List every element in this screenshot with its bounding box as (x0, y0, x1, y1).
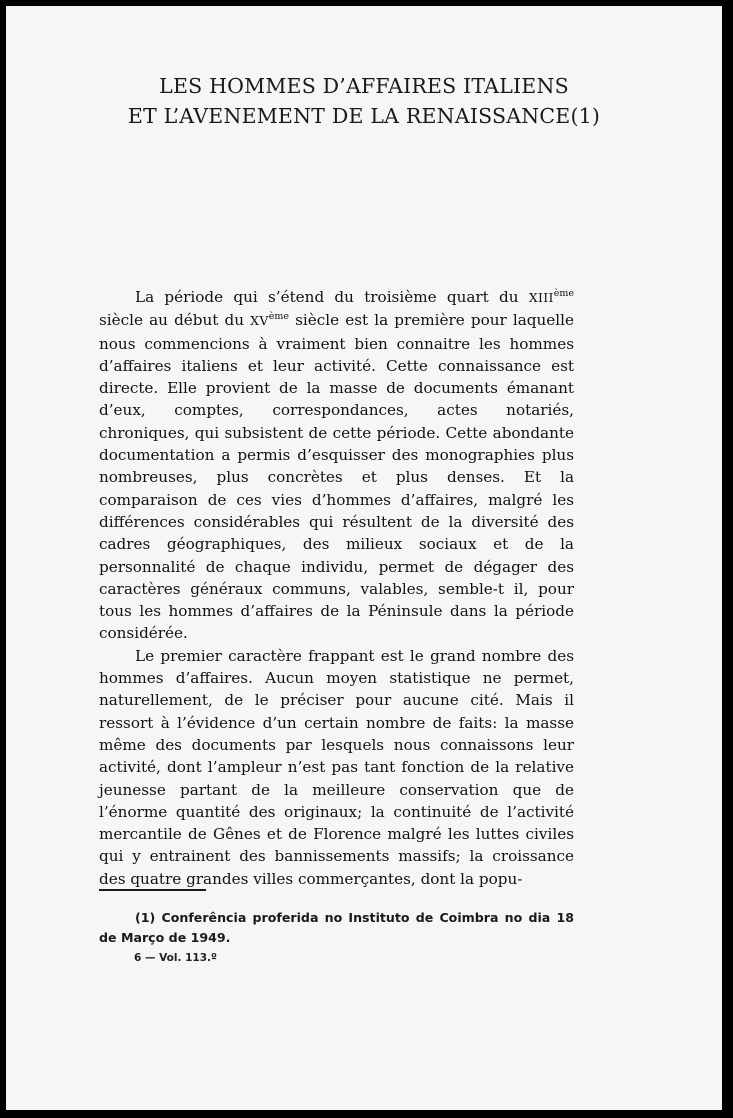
century-13: XIII (528, 290, 554, 305)
title-footnote-ref: (1) (570, 104, 601, 128)
p1-part2: siècle au début du (99, 311, 251, 330)
footnote-divider (99, 889, 206, 891)
ordinal-suffix-15: ème (268, 311, 289, 323)
printer-signature: 6 — Vol. 113.º (134, 952, 217, 964)
footnote (99, 908, 574, 948)
footnote-marker: (1) (135, 910, 156, 925)
paragraph-2: Le premier caractère frappant est le grand nombre des hommes d’affaires. Aucun moyen statistique ne permet, naturellement, de le préciser pour aucune cité. Mais il ressort à l’évidence d’un certain nombre de faits: la masse même des documents par lesquels nous connaissons leur activité, dont l’ampleur n’est pas tant fonction de la relative jeunesse partant de la meilleure conservation que de l’énorme quantité des originaux; la continuité de l’activité mercantile de Gênes et de Florence malgré les luttes civiles qui y entrainent des bannissements massifs; la croissance des quatre grandes villes commerçantes, dont la popu- (99, 646, 574, 888)
title-line-1: LES HOMMES D’AFFAIRES ITALIENS (159, 74, 569, 98)
p1-part3: siècle est la première pour laquelle nous commencions à vraiment bien connaitre les hommes d’affaires italiens et leur activité. Cette connaissance est directe. Elle provient de la masse de documents émanant d’eux, comptes, correspondances, actes notariés, chroniques, qui subsistent de cette période. Cette abondante documentation a permis d’esquisser des monographies plus nombreuses, plus concrètes et plus denses. Et la comparaison de ces vies d’hommes d’affaires, malgré les différences considérables qui résultent de la diversité des cadres géographiques, des milieux sociaux et de la personnalité de chaque individu, permet de dégager des caractères généraux communs, valables, semble-t il, pour tous les hommes d’affaires de la Péninsule dans la période considérée. (99, 311, 574, 643)
document-page (6, 6, 722, 1110)
century-15: XV (250, 313, 269, 329)
body-text (99, 286, 574, 890)
ordinal-suffix-13: ème (553, 288, 574, 299)
paragraph-1 (99, 286, 574, 645)
p1-part1: La période qui s’étend du troisième quart du (135, 288, 529, 306)
footnote-text: Conferência proferida no Instituto de Coimbra no dia 18 de Março de 1949. (99, 910, 574, 945)
title-line-2 (6, 104, 722, 128)
title-line-2-text: ET L’AVENEMENT DE LA RENAISSANCE (127, 104, 571, 128)
